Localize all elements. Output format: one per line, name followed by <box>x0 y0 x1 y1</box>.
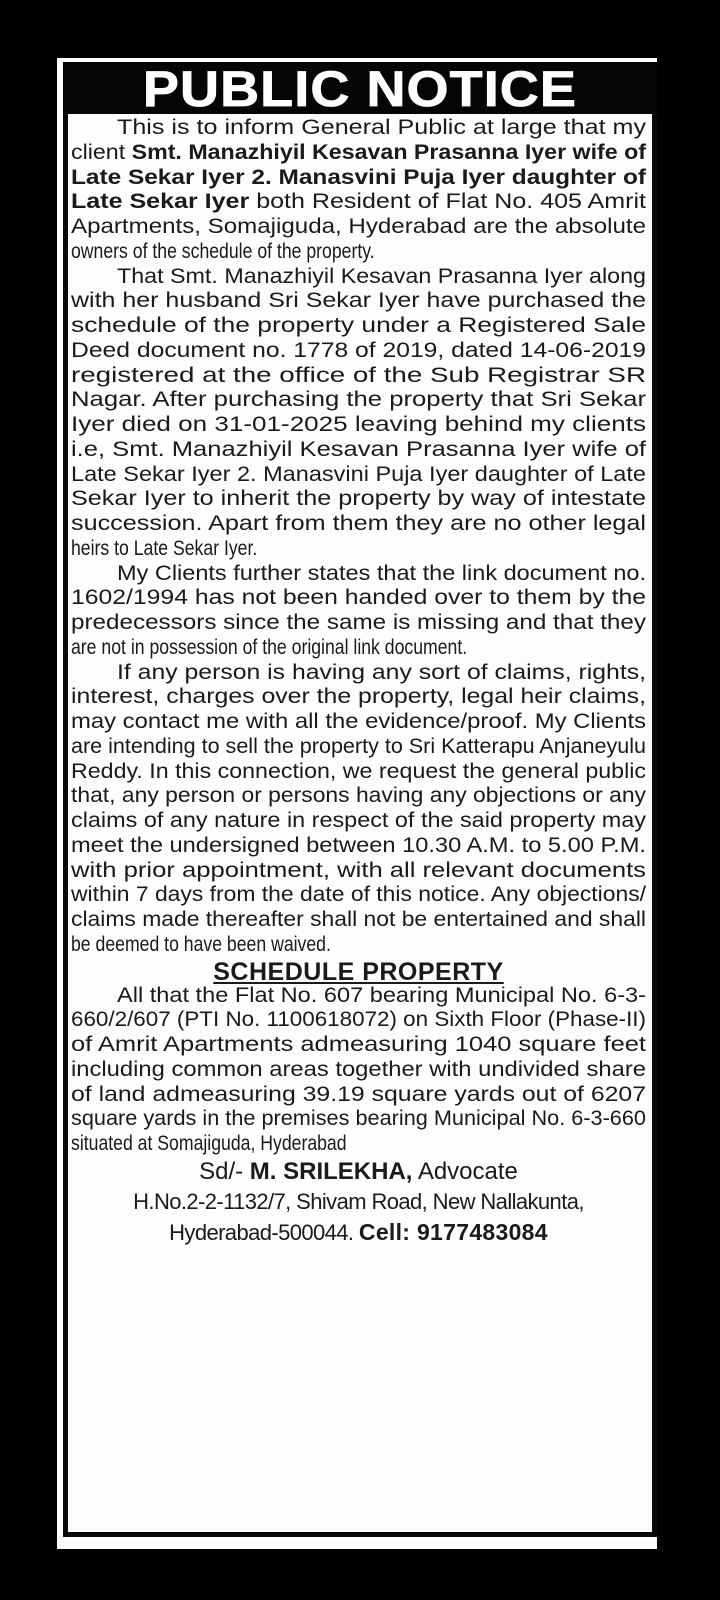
text-run: square yards in the premises bearing Municipal No. 6-3-660 <box>71 1107 646 1131</box>
text-run: succession. Apart from them they are no other legal <box>71 512 646 535</box>
paragraph-purchase <box>71 265 646 562</box>
text-line <box>71 166 646 191</box>
paragraphs <box>71 116 646 958</box>
text-line <box>71 933 646 958</box>
text-line <box>71 611 646 636</box>
text-run: Sekar Iyer to inherit the property by way of intestate <box>71 487 646 511</box>
text-line <box>71 1058 646 1083</box>
signature <box>71 1157 646 1187</box>
text-line <box>71 586 646 611</box>
advocate-role: Advocate <box>412 1157 518 1185</box>
text-run: Late Sekar Iyer 2. Manasvini Puja Iyer daughter of Late <box>71 462 646 486</box>
text-run: heirs to Late Sekar Iyer. <box>71 536 258 560</box>
text-line <box>71 537 646 562</box>
paragraph-intro <box>71 116 646 265</box>
text-run: This is to inform General Public at large that my <box>117 116 646 139</box>
text-line <box>71 215 646 240</box>
text-run: of Amrit Apartments admeasuring 1040 square feet <box>71 1033 646 1056</box>
cell-number: Cell: 9177483084 <box>358 1218 548 1245</box>
bold-text-run: Late Sekar Iyer <box>71 190 250 214</box>
text-run: Iyer died on 31-01-2025 leaving behind my clients <box>71 413 646 436</box>
paragraph-claims <box>71 661 646 958</box>
text-line <box>71 364 646 389</box>
text-run: that, any person or persons having any objections or any <box>71 784 646 808</box>
text-line <box>71 339 646 364</box>
text-run: are intending to sell the property to Sri Katterapu Anjaneyulu <box>71 734 646 758</box>
text-line <box>71 636 646 661</box>
text-line <box>71 190 646 215</box>
text-run: be deemed to have been waived. <box>71 932 331 956</box>
schedule-title <box>71 958 646 984</box>
text-line <box>71 760 646 785</box>
text-line <box>71 1083 646 1108</box>
text-run: may contact me with all the evidence/proof. My Clients <box>71 710 646 733</box>
text-run: My Clients further states that the link document no. <box>117 561 646 585</box>
text-line <box>71 1132 646 1157</box>
text-line <box>71 784 646 809</box>
text-run: owners of the schedule of the property. <box>71 239 375 263</box>
text-line <box>71 661 646 686</box>
text-line <box>71 487 646 512</box>
text-line <box>71 512 646 537</box>
text-line <box>71 438 646 463</box>
text-run: Apartments, Somajiguda, Hyderabad are the absolute <box>71 215 646 238</box>
text-run: registered at the office of the Sub Registrar SR <box>71 363 646 387</box>
paragraph-link-document <box>71 562 646 661</box>
text-run: Deed document no. 1778 of 2019, dated 14-06-2019 <box>71 338 646 362</box>
text-line <box>71 562 646 587</box>
text-run: are not in possession of the original link document. <box>71 635 468 659</box>
text-line <box>71 984 646 1009</box>
text-line <box>71 859 646 884</box>
text-line <box>71 710 646 735</box>
text-line <box>71 1008 646 1033</box>
text-line <box>71 240 646 265</box>
text-run: including common areas together with undivided share <box>71 1057 646 1081</box>
notice-border <box>63 62 657 1537</box>
text-run: within 7 days from the date of this notice. Any objections/ <box>71 883 646 907</box>
schedule-description <box>71 984 646 1157</box>
text-line <box>71 463 646 488</box>
text-run: 660/2/607 (PTI No. 1100618072) on Sixth Floor (Phase-II) <box>71 1008 646 1032</box>
text-run: with her husband Sri Sekar Iyer have purchased the <box>71 289 646 313</box>
text-line <box>71 883 646 908</box>
text-run: That Smt. Manazhiyil Kesavan Prasanna Iyer along <box>117 264 646 288</box>
text-run: of land admeasuring 39.19 square yards out of 6207 <box>71 1082 646 1106</box>
notice-header <box>63 61 657 117</box>
text-line <box>71 908 646 933</box>
text-line <box>71 265 646 290</box>
text-run: If any person is having any sort of claims, rights, <box>117 660 646 684</box>
text-run: meet the undersigned between 10.30 A.M. to 5.00 P.M. <box>71 833 646 857</box>
notice-title: PUBLIC NOTICE <box>142 61 578 117</box>
text-line <box>71 834 646 859</box>
text-run: with prior appointment, with all relevant documents <box>71 858 646 882</box>
text-line <box>71 685 646 710</box>
text-line <box>71 413 646 438</box>
text-run: schedule of the property under a Registered Sale <box>71 314 646 337</box>
text-run: client <box>71 140 132 164</box>
schedule-title-text: SCHEDULE PROPERTY <box>213 957 504 986</box>
text-run: All that the Flat No. 607 bearing Municipal No. 6-3- <box>117 983 646 1007</box>
notice-body <box>71 116 646 1247</box>
advocate-name: M. SRILEKHA, <box>249 1157 413 1185</box>
text-run: both Resident of Flat No. 405 Amrit <box>249 190 646 214</box>
text-line <box>71 1033 646 1058</box>
text-run: claims made thereafter shall not be entertained and shall <box>71 908 646 931</box>
bold-text-run: Smt. Manazhiyil Kesavan Prasanna Iyer wife of <box>131 140 646 164</box>
text-line <box>71 116 646 141</box>
text-run: 1602/1994 has not been handed over to them by the <box>71 586 646 610</box>
text-run: Reddy. In this connection, we request the general public <box>71 759 646 783</box>
text-line <box>71 809 646 834</box>
text-run: situated at Somajiguda, Hyderabad <box>71 1132 347 1155</box>
text-run: interest, charges over the property, legal heir claims, <box>71 685 646 709</box>
text-run: predecessors since the same is missing and that they <box>71 611 646 634</box>
text-run: i.e, Smt. Manazhiyil Kesavan Prasanna Iyer wife of <box>71 437 646 461</box>
text-line <box>71 735 646 760</box>
text-line <box>71 289 646 314</box>
address-line-2 <box>71 1217 646 1247</box>
signature-prefix: Sd/- <box>199 1157 250 1185</box>
notice-paper <box>57 58 657 1549</box>
text-run: claims of any nature in respect of the said property may <box>71 809 646 832</box>
text-line <box>71 141 646 166</box>
text-line <box>71 1107 646 1132</box>
bold-text-run: Late Sekar Iyer 2. Manasvini Puja Iyer daughter of <box>71 165 646 189</box>
text-run: Nagar. After purchasing the property that Sri Sekar <box>71 388 646 412</box>
address-line-1: H.No.2-2-1132/7, Shivam Road, New Nallakunta, <box>133 1188 584 1214</box>
text-line <box>71 314 646 339</box>
address-city: Hyderabad-500044. <box>169 1219 359 1245</box>
text-line <box>71 388 646 413</box>
